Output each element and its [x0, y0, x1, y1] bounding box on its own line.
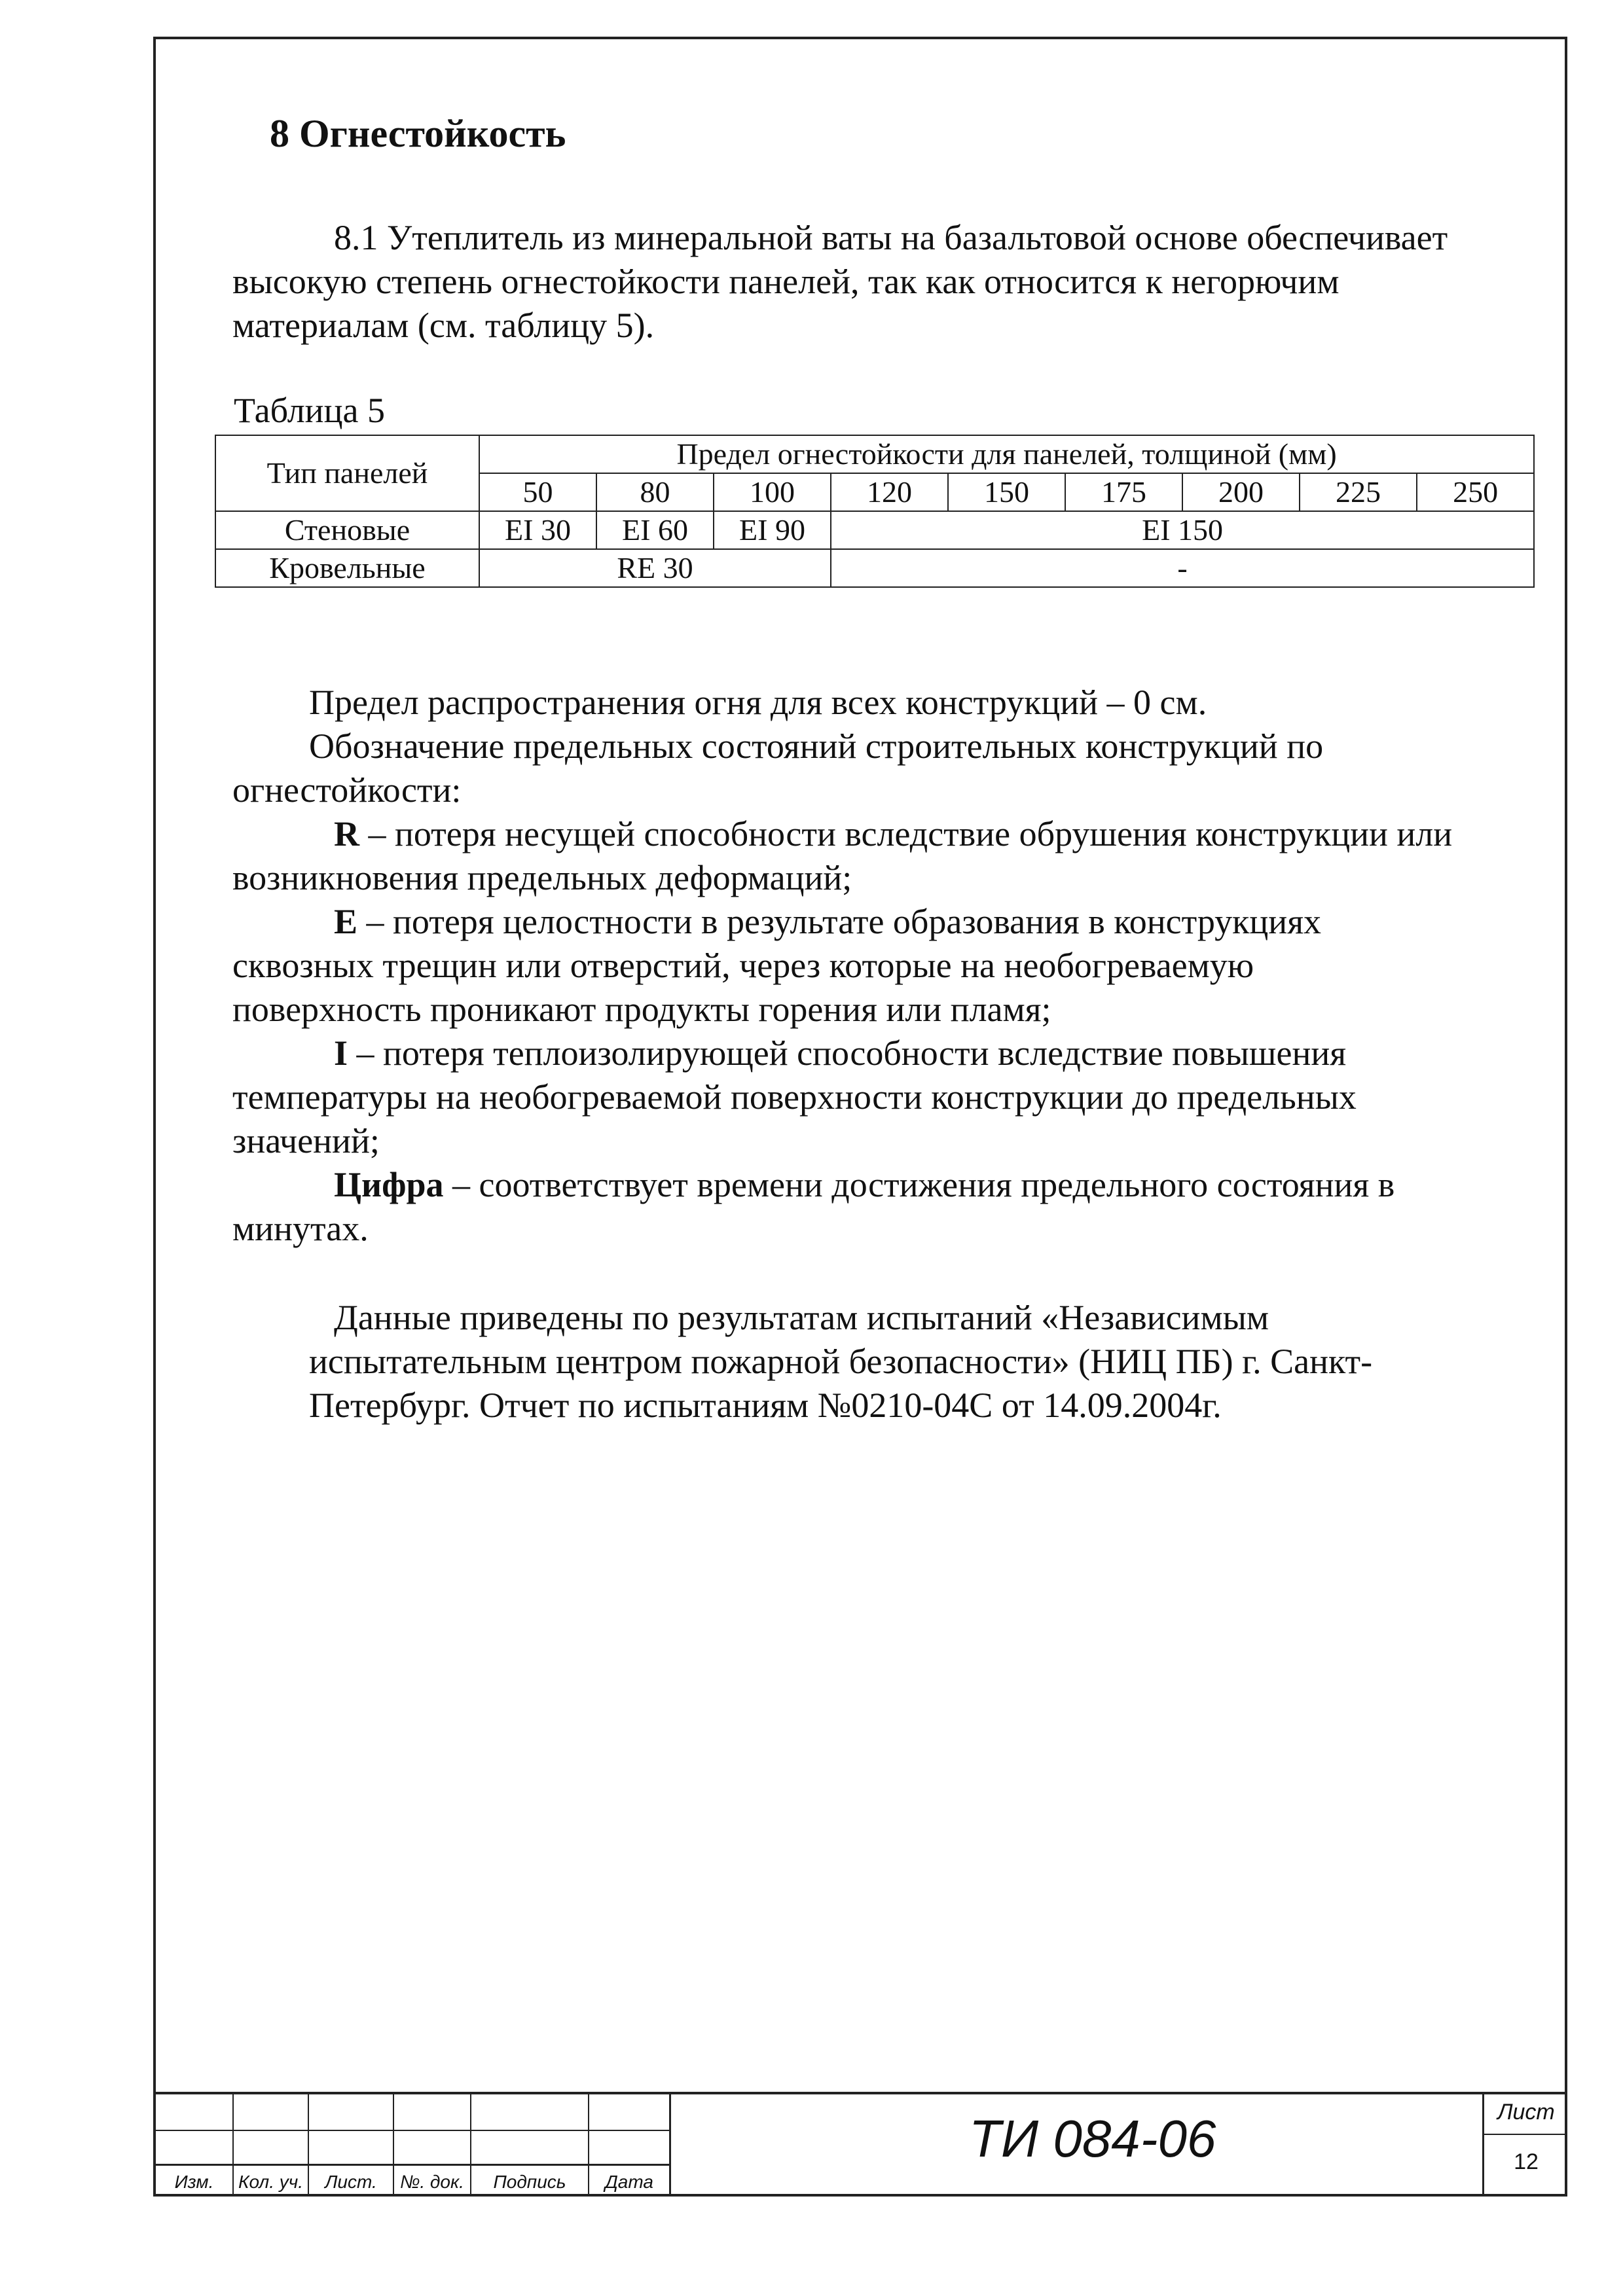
table-row-wall [215, 511, 1534, 549]
title-block-col-line [669, 2092, 671, 2197]
source-line-2: испытательным центром пожарной безопасности» (НИЦ ПБ) г. Санкт- [309, 1342, 1373, 1381]
def-e-line-3: поверхность проникают продукты горения или пламя; [232, 990, 1051, 1029]
label-izm: Изм. [174, 2172, 214, 2192]
label-kol-uch: Кол. уч. [238, 2172, 304, 2192]
def-i-symbol: I [334, 1033, 348, 1073]
table-row-roof [215, 549, 1534, 587]
thickness-cell: 50 [479, 473, 596, 511]
def-r-line-1 [232, 812, 1561, 856]
value-cell: EI 30 [479, 511, 596, 549]
thickness-cell: 80 [596, 473, 714, 511]
def-i-line-2: температуры на необогреваемой поверхности конструкции до предельных [232, 1077, 1357, 1117]
def-i-line-1 [232, 1031, 1561, 1075]
value-cell-merged: - [831, 549, 1534, 587]
label-date: Дата [605, 2172, 653, 2192]
label-signature: Подпись [493, 2172, 566, 2192]
def-e-line-1 [232, 900, 1561, 944]
limit-header-cell: Предел огнестойкости для панелей, толщиной (мм) [479, 435, 1534, 473]
thickness-cell: 200 [1182, 473, 1300, 511]
sheet-number: 12 [1514, 2149, 1539, 2174]
value-cell: EI 90 [714, 511, 831, 549]
intro-line-3: материалам (см. таблицу 5). [232, 306, 655, 345]
def-r-text: – потеря несущей способности вследствие обрушения конструкции или [359, 814, 1453, 853]
def-digit-symbol: Цифра [334, 1165, 444, 1204]
def-digit-text: – соответствует времени достижения предельного состояния в [443, 1165, 1395, 1204]
def-e-symbol: Е [334, 902, 358, 941]
title-block-row-line [153, 2164, 670, 2166]
def-digit-line-1 [232, 1163, 1561, 1207]
title-block-top-border [153, 2092, 1567, 2094]
source-line-3: Петербург. Отчет по испытаниям №0210-04С от 14.09.2004г. [309, 1386, 1222, 1425]
type-header-cell: Тип панелей [215, 435, 479, 511]
def-r-line-2: возникновения предельных деформаций; [232, 858, 852, 897]
notation-line-1: Обозначение предельных состояний строительных конструкций по [309, 726, 1324, 766]
def-e-text: – потеря целостности в результате образования в конструкциях [357, 902, 1322, 941]
value-cell-merged: RE 30 [479, 549, 831, 587]
title-block-row-line [1482, 2134, 1567, 2135]
intro-line-2: высокую степень огнестойкости панелей, так как относится к негорючим [232, 262, 1340, 301]
source-line-1: Данные приведены по результатам испытаний «Независимым [334, 1298, 1269, 1337]
thickness-cell: 150 [948, 473, 1065, 511]
value-cell-merged: EI 150 [831, 511, 1534, 549]
thickness-cell: 250 [1417, 473, 1534, 511]
intro-paragraph [232, 216, 1561, 348]
thickness-cell: 175 [1065, 473, 1182, 511]
spread-line: Предел распространения огня для всех конструкций – 0 см. [309, 683, 1207, 722]
title-block-row-line [153, 2130, 670, 2131]
intro-line-1: 8.1 Утеплитель из минеральной ваты на базальтовой основе обеспечивает [334, 218, 1448, 257]
def-e-line-2: сквозных трещин или отверстий, через которые на необогреваемую [232, 946, 1254, 985]
section-heading: 8 Огнестойкость [270, 112, 566, 155]
def-digit-line-2: минутах. [232, 1209, 369, 1248]
label-doc-number: №. док. [400, 2172, 464, 2192]
source-paragraph [232, 1296, 1561, 1427]
def-i-text: – потеря теплоизолирующей способности вследствие повышения [348, 1033, 1347, 1073]
thickness-cell: 100 [714, 473, 831, 511]
document-code: ТИ 084-06 [969, 2109, 1216, 2168]
notation-line-2: огнестойкости: [232, 770, 462, 810]
spread-paragraph [232, 681, 1561, 1251]
fire-resistance-table [215, 435, 1535, 588]
def-i-line-3: значений; [232, 1121, 380, 1160]
type-cell: Стеновые [215, 511, 479, 549]
def-r-symbol: R [334, 814, 359, 853]
sheet-label: Лист [1497, 2100, 1555, 2125]
thickness-cell: 120 [831, 473, 948, 511]
type-cell: Кровельные [215, 549, 479, 587]
table-caption: Таблица 5 [234, 391, 385, 430]
label-list: Лист. [325, 2172, 377, 2192]
value-cell: EI 60 [596, 511, 714, 549]
thickness-cell: 225 [1300, 473, 1417, 511]
table-header-row [215, 435, 1534, 473]
